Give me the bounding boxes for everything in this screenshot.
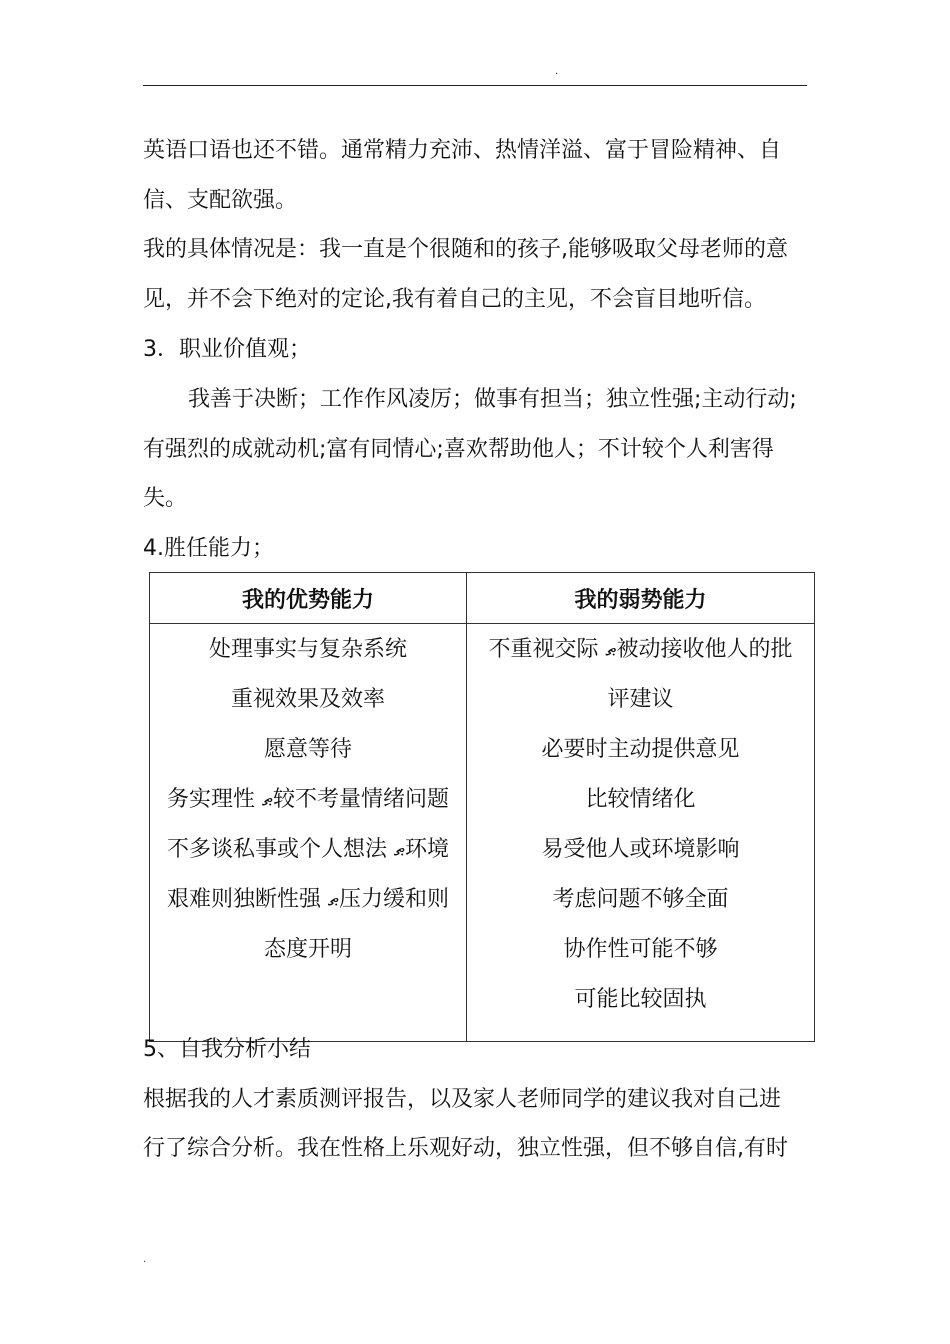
weakness-line: 协作性可能不够 bbox=[563, 937, 718, 962]
weakness-line: 易受他人或环境影响 bbox=[541, 837, 740, 862]
body-line: 我善于决断；工作作风凌厉；做事有担当；独立性强;主动行动; bbox=[188, 387, 797, 412]
header-mark: . bbox=[555, 66, 559, 77]
section-heading: 4.胜任能力； bbox=[143, 536, 274, 561]
weakness-line: 评建议 bbox=[607, 687, 674, 712]
strength-line: 不多谈私事或个人想法 ޠ环境 bbox=[166, 837, 450, 862]
strength-line: 重视效果及效率 bbox=[230, 687, 385, 712]
body-line: 我的具体情况是：我一直是个很随和的孩子,能够吸取父母老师的意 bbox=[143, 237, 788, 262]
ability-table bbox=[149, 572, 815, 1042]
weakness-line: 可能比较固执 bbox=[574, 987, 707, 1012]
weakness-line: 考虑问题不够全面 bbox=[552, 887, 729, 912]
weakness-line: 比较情绪化 bbox=[585, 787, 696, 812]
body-line: 行了综合分析。我在性格上乐观好动，独立性强，但不够自信,有时 bbox=[143, 1136, 788, 1161]
body-line: 信、支配欲强。 bbox=[143, 188, 298, 213]
strength-line: 愿意等待 bbox=[263, 737, 352, 762]
strengths-cell bbox=[150, 624, 467, 1042]
body-line: 根据我的人才素质测评报告，以及家人老师同学的建议我对自己进 bbox=[143, 1087, 782, 1112]
strength-line: 态度开明 bbox=[263, 937, 352, 962]
footer-mark: . bbox=[143, 1254, 147, 1265]
strength-line: 艰难则独断性强 ޠ压力缓和则 bbox=[166, 887, 450, 912]
weaknesses-cell bbox=[467, 624, 815, 1042]
body-line: 英语口语也还不错。通常精力充沛、热情洋溢、富于冒险精神、自 bbox=[143, 138, 782, 163]
weaknesses-header: 我的弱势能力 bbox=[467, 573, 815, 624]
header-rule bbox=[143, 85, 807, 86]
strength-line: 处理事实与复杂系统 bbox=[208, 637, 407, 662]
body-line: 见，并不会下绝对的定论,我有着自己的主见，不会盲目地听信。 bbox=[143, 287, 766, 312]
section-heading: 5、自我分析小结 bbox=[143, 1037, 311, 1062]
weakness-line: 必要时主动提供意见 bbox=[541, 737, 740, 762]
body-line: 有强烈的成就动机;富有同情心;喜欢帮助他人；不计较个人利害得 bbox=[143, 437, 774, 462]
strengths-header: 我的优势能力 bbox=[150, 573, 467, 624]
weakness-line: 不重视交际 ޠ被动接收他人的批 bbox=[488, 637, 793, 662]
section-heading: 3．职业价值观； bbox=[143, 337, 311, 362]
strength-line: 务实理性 ޠ较不考量情绪问题 bbox=[166, 787, 450, 812]
body-line: 失。 bbox=[143, 486, 188, 511]
table-row bbox=[150, 624, 815, 1042]
table-header-row bbox=[150, 573, 815, 624]
